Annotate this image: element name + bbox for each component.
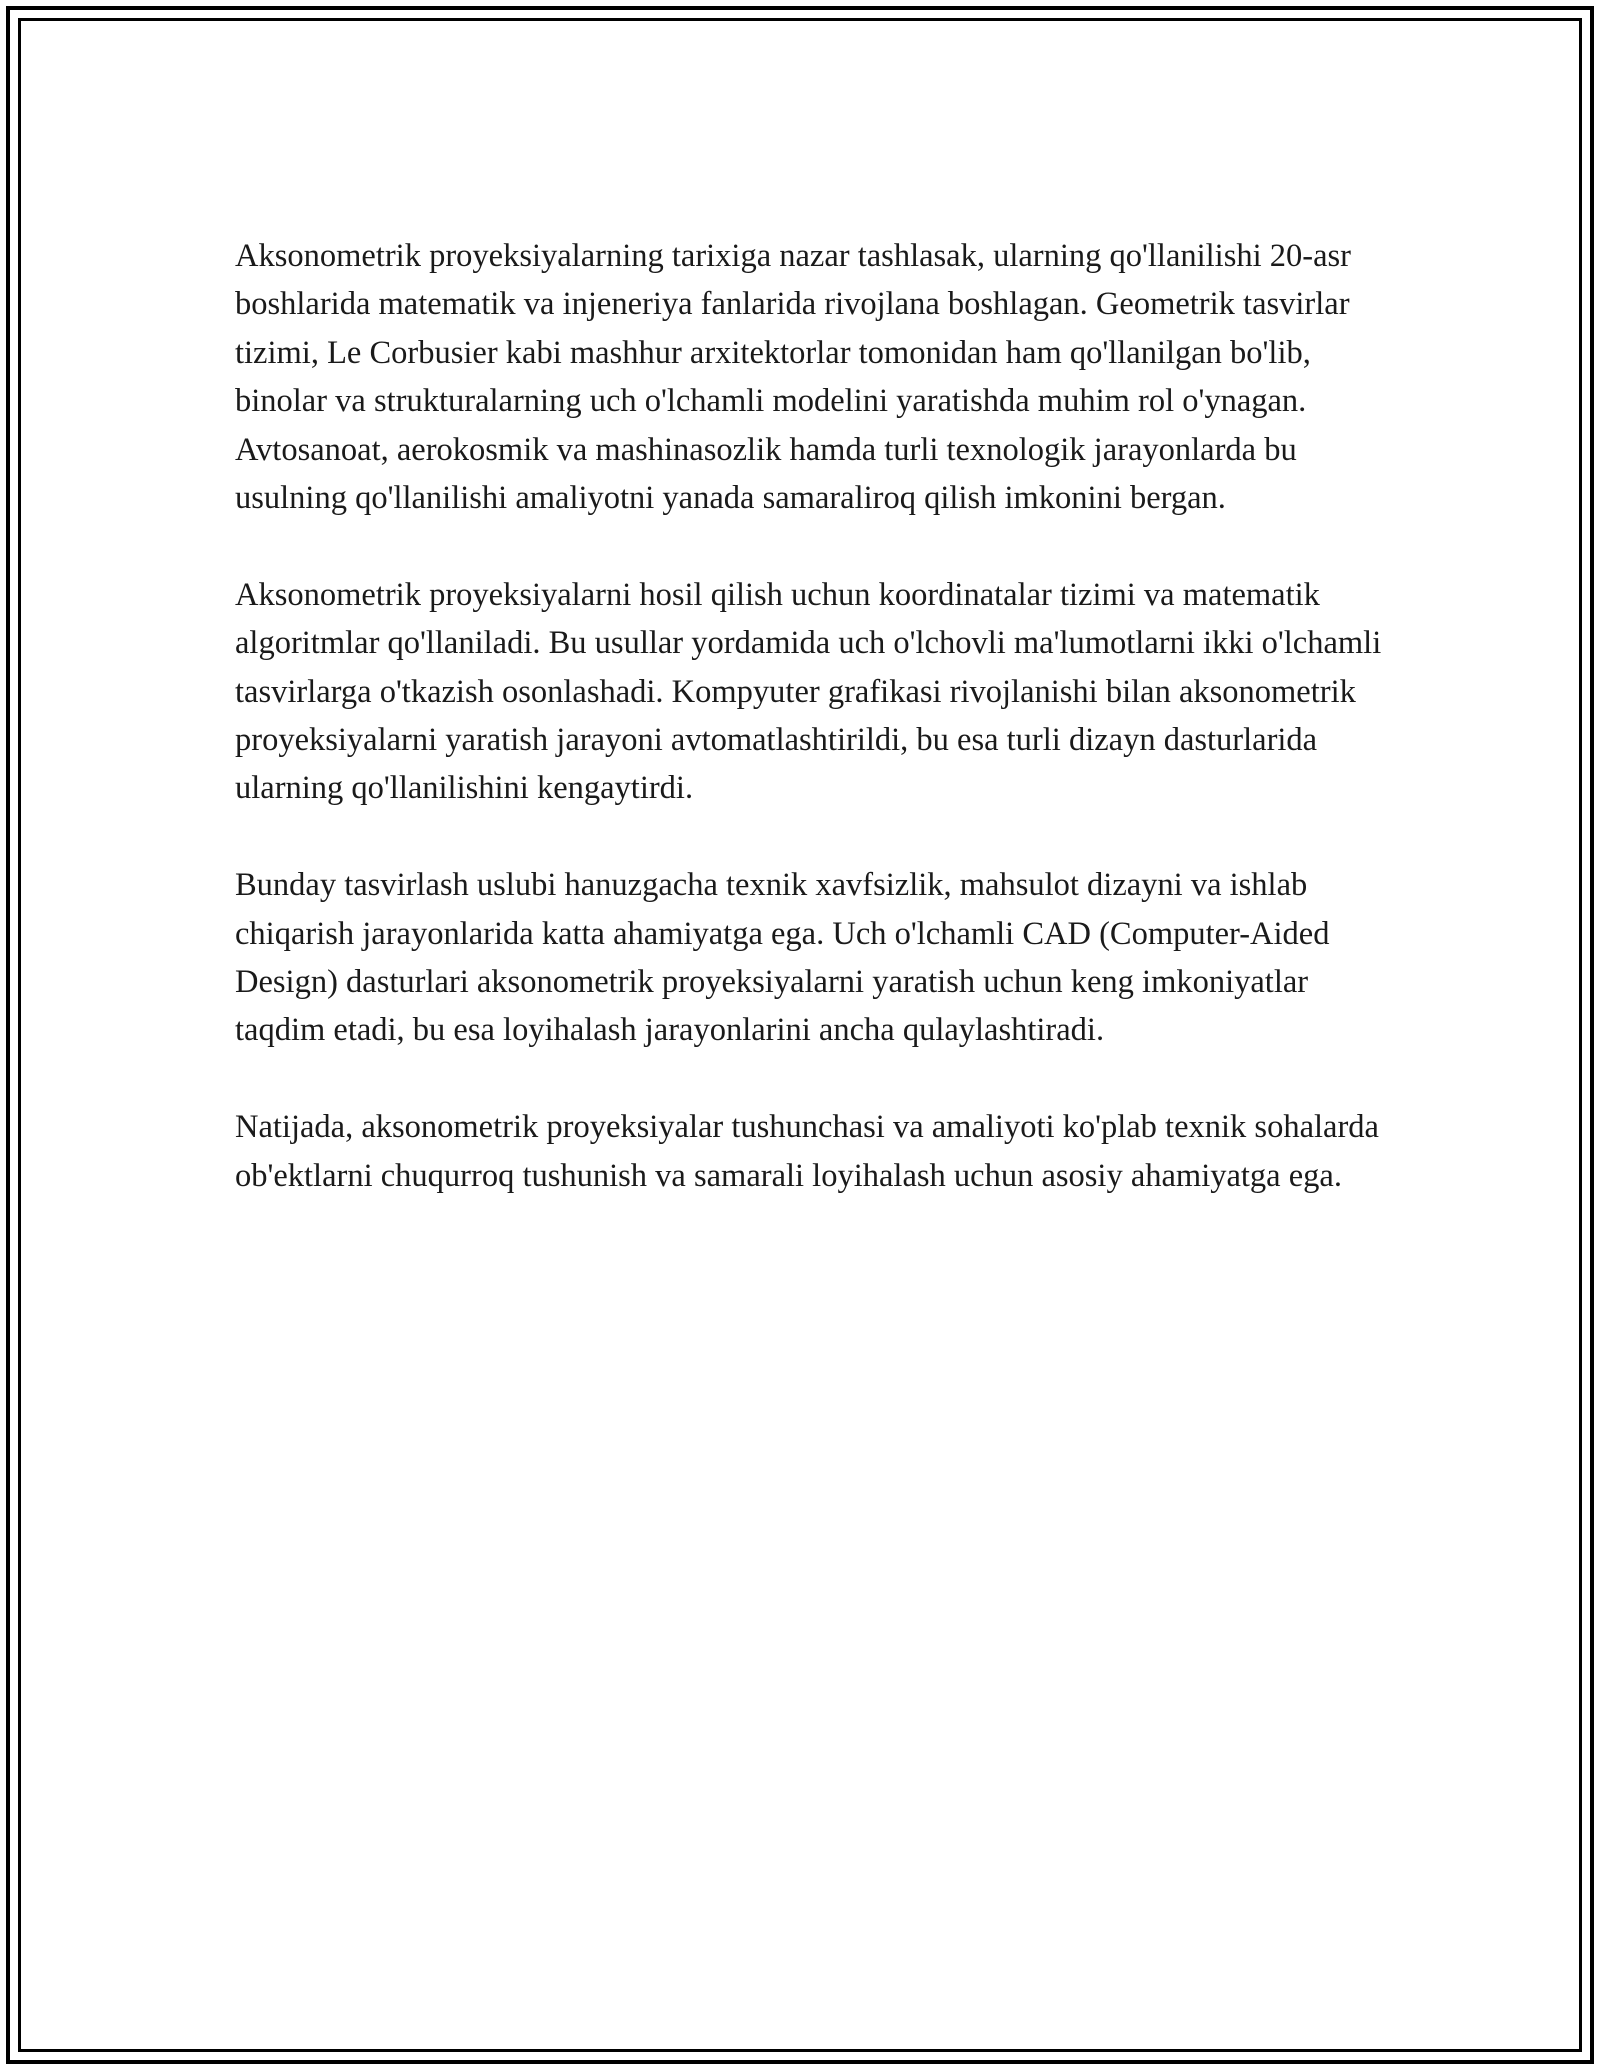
paragraph-methods: Aksonometrik proyeksiyalarni hosil qilish uchun koordinatalar tizimi va matematik algoritmlar qo'llaniladi. Bu usullar yordamida uch o'lchovli ma'lumotlarni ikki o'lchamli tasvirlarga o'tkazish osonlashadi. Kompyuter grafikasi rivojlanishi bilan aksonometrik proyeksiyalarni yaratish jarayoni avtomatlashtirildi, bu esa turli dizayn dasturlarida ularning qo'llanilishini kengaytirdi. [235,576,1382,807]
paragraph-history: Aksonometrik proyeksiyalarning tarixiga nazar tashlasak, ularning qo'llanilishi 20-asr boshlarida matematik va injeneriya fanlarida rivojlana boshlagan. Geometrik tasvirlar tizimi, Le Corbusier kabi mashhur arxitektorlar tomonidan ham qo'llanilgan bo'lib, binolar va strukturalarning uch o'lchamli modelini yaratishda muhim rol o'ynagan. Avtosanoat, aerokosmik va mashinasozlik hamda turli texnologik jarayonlarda bu usulning qo'llanilishi amaliyotni yanada samaraliroq qilish imkonini bergan. [235,238,1351,517]
paragraph-cad: Bunday tasvirlash uslubi hanuzgacha texnik xavfsizlik, mahsulot dizayni va ishlab chiqarish jarayonlarida katta ahamiyatga ega. Uch o'lchamli CAD (Computer-Aided Design) dasturlari aksonometrik proyeksiyalarni yaratish uchun keng imkoniyatlar taqdim etadi, bu esa loyihalash jarayonlarini ancha qulaylashtiradi. [235,867,1330,1049]
document-body [235,232,1385,1248]
paragraph-conclusion: Natijada, aksonometrik proyeksiyalar tushunchasi va amaliyoti ko'plab texnik sohalarda ob'ektlarni chuqurroq tushunish va samarali loyihalash uchun asosiy ahamiyatga ega. [235,1109,1379,1194]
